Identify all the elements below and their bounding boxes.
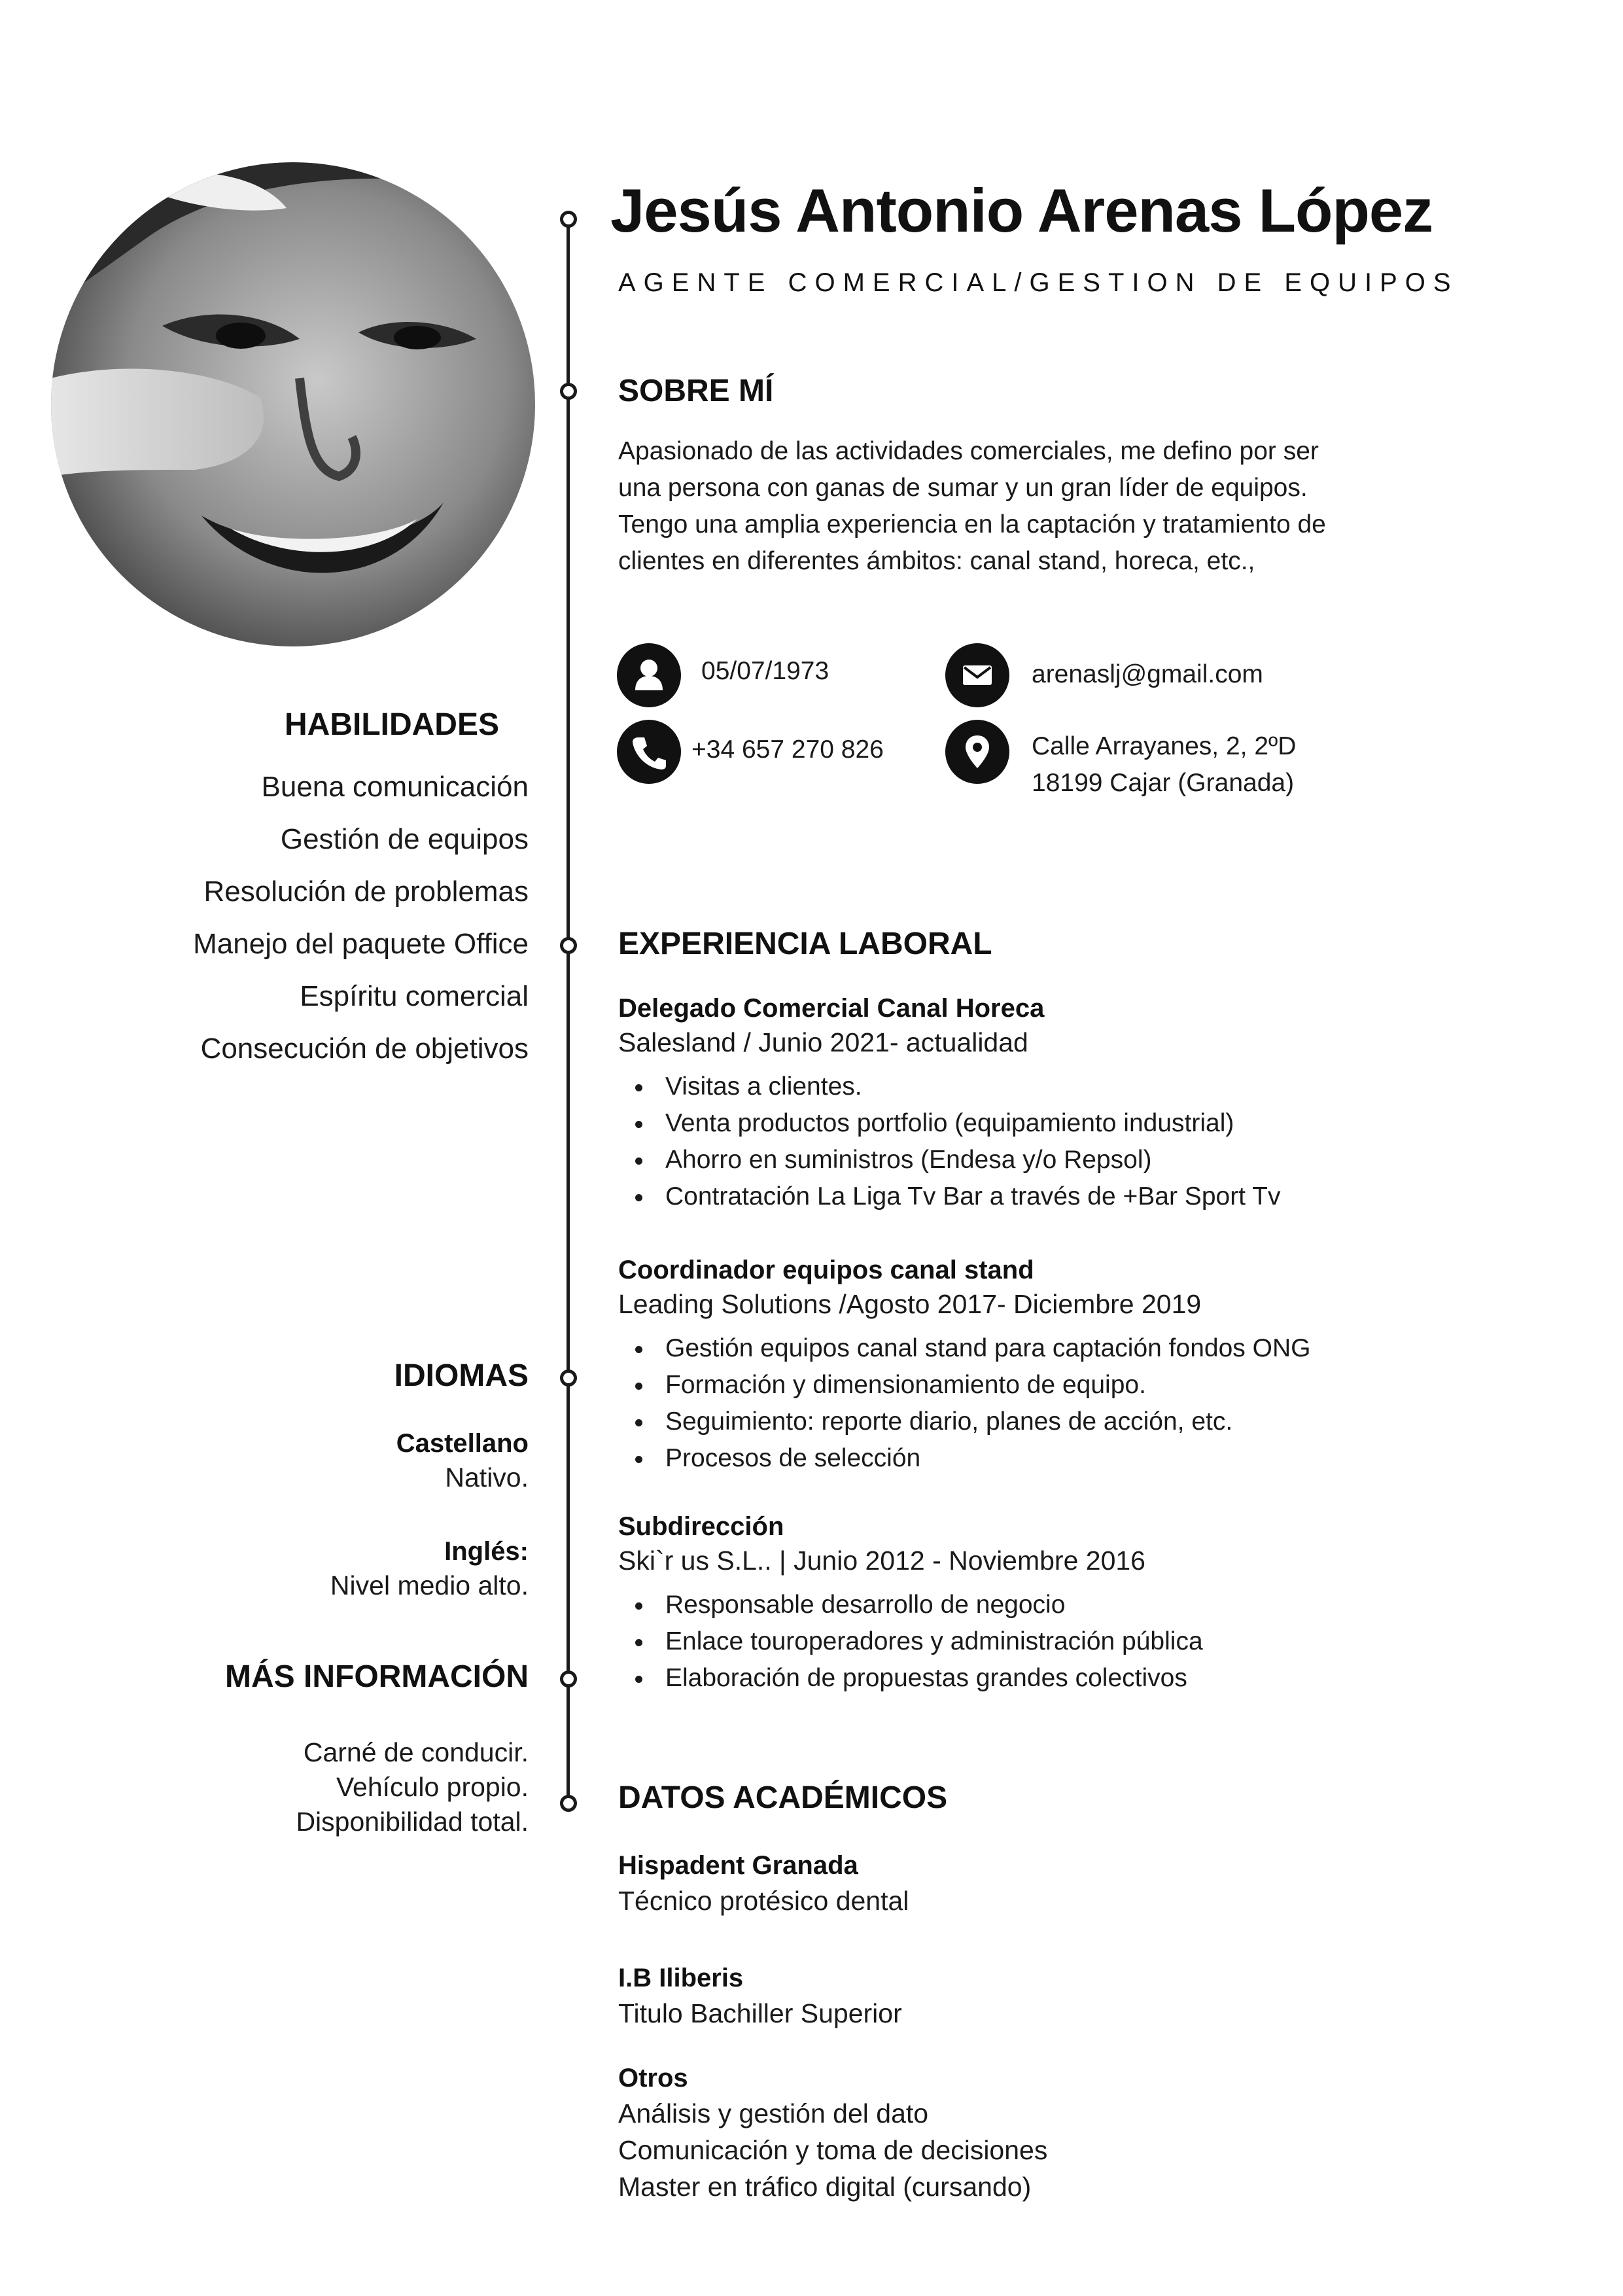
- job-task-list: [618, 1587, 1203, 1697]
- language-name: Inglés:: [444, 1537, 529, 1566]
- timeline-dot-header: [560, 211, 577, 228]
- job-task: Gestión equipos canal stand para captación fondos ONG: [618, 1330, 1310, 1367]
- job-entry: [618, 1510, 1203, 1697]
- language-castellano: [396, 1426, 529, 1494]
- about-line: una persona con ganas de sumar y un gran líder de equipos.: [618, 474, 1308, 502]
- timeline-dot-languages: [560, 1369, 577, 1386]
- job-task: Formación y dimensionamiento de equipo.: [618, 1367, 1310, 1404]
- more-info-line: Vehículo propio.: [336, 1772, 529, 1802]
- phone-text[interactable]: +34 657 270 826: [691, 735, 884, 764]
- job-task: Ahorro en suministros (Endesa y/o Repsol): [618, 1142, 1280, 1178]
- skill-item: Manejo del paquete Office: [193, 928, 529, 960]
- more-info-line: Disponibilidad total.: [296, 1807, 529, 1837]
- education-degree: Análisis y gestión del dato: [618, 2098, 929, 2128]
- language-level: Nivel medio alto.: [330, 1570, 529, 1600]
- more-info-list: [296, 1735, 529, 1839]
- skill-item: Consecución de objetivos: [200, 1033, 529, 1065]
- job-task-list: [618, 1330, 1310, 1477]
- person-icon: [617, 643, 681, 707]
- profile-photo: [51, 162, 535, 646]
- mail-icon: [945, 643, 1009, 707]
- education-degree: Técnico protésico dental: [618, 1886, 909, 1916]
- job-title: Coordinador equipos canal stand: [618, 1256, 1034, 1284]
- timeline-line: [567, 221, 570, 1809]
- about-line: clientes en diferentes ámbitos: canal stand, horeca, etc.,: [618, 547, 1255, 575]
- job-task: Venta productos portfolio (equipamiento industrial): [618, 1105, 1280, 1142]
- job-task: Elaboración de propuestas grandes colectivos: [618, 1660, 1203, 1697]
- job-company: Salesland / Junio 2021- actualidad: [618, 1027, 1028, 1057]
- education-degree: Titulo Bachiller Superior: [618, 1998, 902, 2028]
- job-task-list: [618, 1069, 1280, 1215]
- address-text: [1032, 728, 1296, 802]
- job-company: Leading Solutions /Agosto 2017- Diciembre 2019: [618, 1289, 1202, 1319]
- education-institution: I.B Iliberis: [618, 1964, 744, 1992]
- job-task: Procesos de selección: [618, 1440, 1310, 1477]
- job-task: Seguimiento: reporte diario, planes de acción, etc.: [618, 1404, 1310, 1440]
- education-degree: Master en tráfico digital (cursando): [618, 2172, 1032, 2202]
- about-text: [618, 433, 1436, 580]
- job-subtitle: AGENTE COMERCIAL/GESTION DE EQUIPOS: [618, 268, 1459, 297]
- more-info-title: MÁS INFORMACIÓN: [225, 1659, 529, 1694]
- skill-item: Gestión de equipos: [280, 823, 529, 855]
- skill-item: Buena comunicación: [261, 771, 529, 803]
- location-pin-icon: [945, 720, 1009, 784]
- person-name: Jesús Antonio Arenas López: [610, 176, 1433, 245]
- about-line: Apasionado de las actividades comerciales, me defino por ser: [618, 437, 1319, 465]
- job-entry: [618, 991, 1280, 1215]
- education-entry: [618, 1961, 902, 2032]
- about-title: SOBRE MÍ: [618, 374, 774, 408]
- job-entry: [618, 1253, 1310, 1477]
- language-level: Nativo.: [445, 1462, 529, 1492]
- timeline-dot-more-info: [560, 1670, 577, 1687]
- address-line: 18199 Cajar (Granada): [1032, 769, 1295, 797]
- education-institution: Otros: [618, 2064, 688, 2093]
- language-name: Castellano: [396, 1429, 529, 1458]
- timeline-dot-about: [560, 383, 577, 400]
- about-line: Tengo una amplia experiencia en la captación y tratamiento de: [618, 510, 1326, 539]
- education-entry: [618, 1848, 909, 1919]
- address-line: Calle Arrayanes, 2, 2ºD: [1032, 732, 1297, 760]
- education-entry: [618, 2061, 1047, 2205]
- skill-item: Resolución de problemas: [203, 875, 529, 908]
- email-text[interactable]: arenaslj@gmail.com: [1032, 660, 1263, 688]
- languages-title: IDIOMAS: [394, 1358, 529, 1393]
- skills-title: HABILIDADES: [284, 707, 499, 742]
- skill-item: Espíritu comercial: [300, 980, 529, 1012]
- job-title: Subdirección: [618, 1512, 784, 1541]
- job-task: Responsable desarrollo de negocio: [618, 1587, 1203, 1623]
- job-title: Delegado Comercial Canal Horeca: [618, 994, 1045, 1023]
- education-institution: Hispadent Granada: [618, 1851, 858, 1880]
- education-degree: Comunicación y toma de decisiones: [618, 2135, 1048, 2165]
- birthdate-text: 05/07/1973: [701, 657, 829, 685]
- more-info-line: Carné de conducir.: [303, 1737, 529, 1767]
- job-task: Visitas a clientes.: [618, 1069, 1280, 1105]
- skills-list: [193, 761, 529, 1075]
- language-ingles: [330, 1534, 529, 1602]
- job-task: Enlace touroperadores y administración pública: [618, 1623, 1203, 1660]
- timeline-dot-experience: [560, 937, 577, 954]
- job-company: Ski`r us S.L.. | Junio 2012 - Noviembre 2016: [618, 1545, 1145, 1576]
- experience-title: EXPERIENCIA LABORAL: [618, 927, 992, 961]
- job-task: Contratación La Liga Tv Bar a través de +Bar Sport Tv: [618, 1178, 1280, 1215]
- phone-icon: [617, 720, 681, 784]
- education-title: DATOS ACADÉMICOS: [618, 1780, 948, 1815]
- timeline-dot-education: [560, 1795, 577, 1812]
